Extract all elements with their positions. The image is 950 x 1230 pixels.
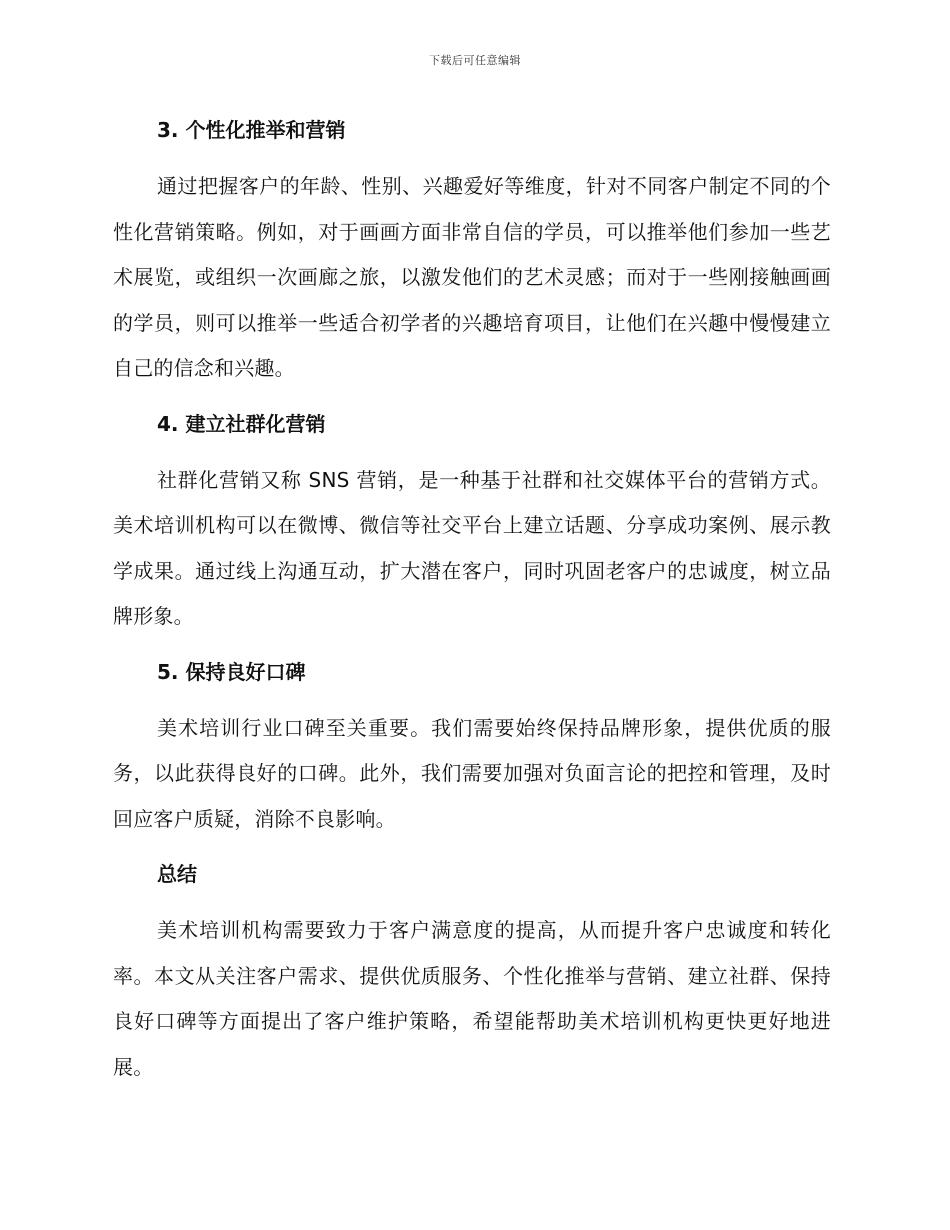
section-heading-community-marketing: 4. 建立社群化营销 bbox=[157, 411, 326, 436]
section-heading-personalized-marketing: 3. 个性化推举和营销 bbox=[157, 118, 346, 142]
section-heading-reputation: 5. 保持良好口碑 bbox=[157, 659, 306, 684]
section-paragraph-reputation: 美术培训行业口碑至关重要。我们需要始终保持品牌形象，提供优质的服务，以此获得良好的口碑。此外，我们需要加强对负面言论的把控和管理，及时回应客户质疑，消除不良影响。 bbox=[113, 715, 831, 831]
section-paragraph-summary: 美术培训机构需要致力于客户满意度的提高，从而提升客户忠诚度和转化率。本文从关注客户需求、提供优质服务、个性化推举与营销、建立社群、保持良好口碑等方面提出了客户维护策略，希望能帮助美术培训机构更快更好地进展。 bbox=[113, 918, 831, 1079]
document-body bbox=[113, 112, 831, 1090]
header-note: 下载后可任意编辑 bbox=[429, 54, 521, 67]
section-paragraph-community-marketing: 社群化营销又称 SNS 营销，是一种基于社群和社交媒体平台的营销方式。美术培训机构可以在微博、微信等社交平台上建立话题、分享成功案例、展示教学成果。通过线上沟通互动，扩大潜在客户，同时巩固老客户的忠诚度，树立品牌形象。 bbox=[113, 467, 831, 628]
section-heading-summary: 总结 bbox=[157, 862, 197, 886]
section-paragraph-personalized-marketing: 通过把握客户的年龄、性别、兴趣爱好等维度，针对不同客户制定不同的个性化营销策略。例如，对于画画方面非常自信的学员，可以推举他们参加一些艺术展览，或组织一次画廊之旅，以激发他们的艺术灵感；而对于一些刚接触画画的学员，则可以推举一些适合初学者的兴趣培育项目，让他们在兴趣中慢慢建立自己的信念和兴趣。 bbox=[113, 174, 831, 380]
